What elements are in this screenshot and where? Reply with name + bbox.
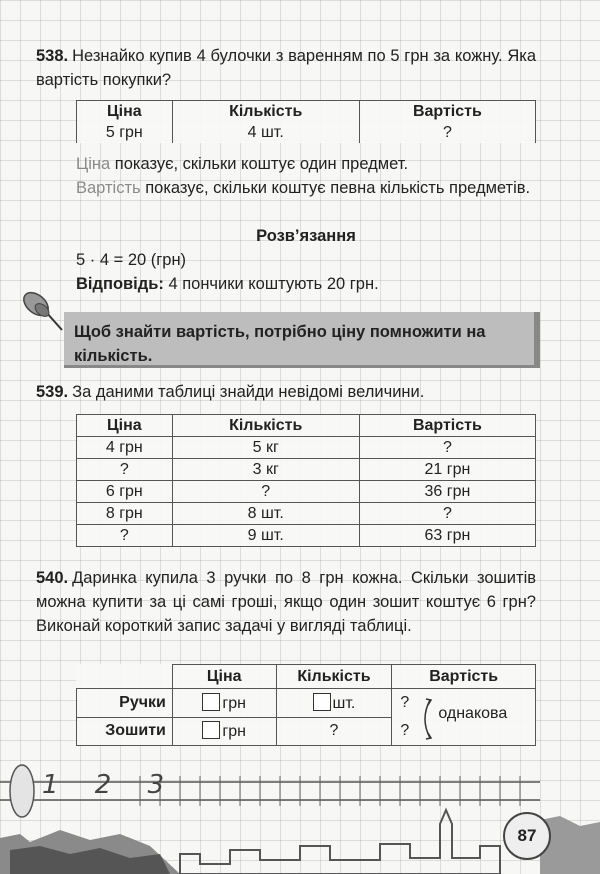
- header-cost: Вартість: [359, 101, 535, 123]
- header-price: Ціна: [77, 101, 173, 123]
- table-row: ? 3 кг 21 грн: [77, 459, 536, 481]
- solution-title: Розв’язання: [256, 227, 356, 245]
- definition-price: Ціна показує, скільки коштує один предмет.: [76, 155, 409, 173]
- same-label: однакова: [438, 705, 508, 722]
- table-539: [76, 414, 536, 547]
- problem-538: [36, 44, 536, 92]
- table-row: ? 9 шт. 63 грн: [77, 525, 536, 547]
- practice-digits: 1 2 3: [42, 770, 179, 800]
- row-label-pens: Ручки: [77, 689, 173, 718]
- problem-text: Даринка купила 3 ручки по 8 грн кожна. Скільки зошитів можна купити за ці самі гроші, якщо один зошит коштує 6 грн? Виконай короткий запис задачі у вигляді таблиці.: [36, 569, 536, 635]
- problem-540: [36, 566, 536, 638]
- table-row: 6 грн ? 36 грн: [77, 481, 536, 503]
- table-row: 4 грн 5 кг ?: [77, 437, 536, 459]
- rule-box: Щоб знайти вартість, потрібно ціну помножити на кількість.: [64, 312, 540, 368]
- table-540: Ціна Кількість Вартість Ручки грн шт. ? ? однакова Зошити грн ?: [76, 664, 536, 746]
- answer: Відповідь: 4 пончики коштують 20 грн.: [76, 275, 379, 293]
- row-label-notebooks: Зошити: [77, 717, 173, 746]
- table-row: 8 грн 8 шт. ?: [77, 503, 536, 525]
- header-price: Ціна: [77, 415, 173, 437]
- bracket-arrow-icon: [418, 697, 438, 741]
- solution: 5 · 4 = 20 (грн): [76, 251, 187, 269]
- page-number: 87: [503, 812, 551, 860]
- header-quantity: Кількість: [172, 415, 359, 437]
- header-quantity: Кількість: [172, 101, 359, 123]
- cell-quantity: 4 шт.: [172, 122, 359, 143]
- blank-box: [202, 721, 220, 739]
- header-price: Ціна: [172, 665, 276, 689]
- problem-number: 539.: [36, 383, 69, 401]
- problem-text: Незнайко купив 4 булочки з варенням по 5 грн за кожну. Яка вартість покупки?: [36, 47, 536, 89]
- problem-539: [36, 380, 536, 404]
- table-538: [76, 100, 536, 143]
- header-cost: Вартість: [392, 665, 536, 689]
- header-cost: Вартість: [359, 415, 535, 437]
- header-quantity: Кількість: [276, 665, 392, 689]
- footer-decoration: [0, 750, 600, 874]
- cell-price: 5 грн: [77, 122, 173, 143]
- definition-cost: Вартість показує, скільки коштує певна кількість предметів.: [76, 179, 531, 197]
- cell-cost: ?: [359, 122, 535, 143]
- pushpin-icon: [16, 286, 68, 338]
- problem-text: За даними таблиці знайди невідомі величини.: [72, 383, 425, 401]
- blank-box: [313, 693, 331, 711]
- blank-box: [202, 693, 220, 711]
- problem-number: 538.: [36, 47, 69, 65]
- problem-number: 540.: [36, 569, 69, 587]
